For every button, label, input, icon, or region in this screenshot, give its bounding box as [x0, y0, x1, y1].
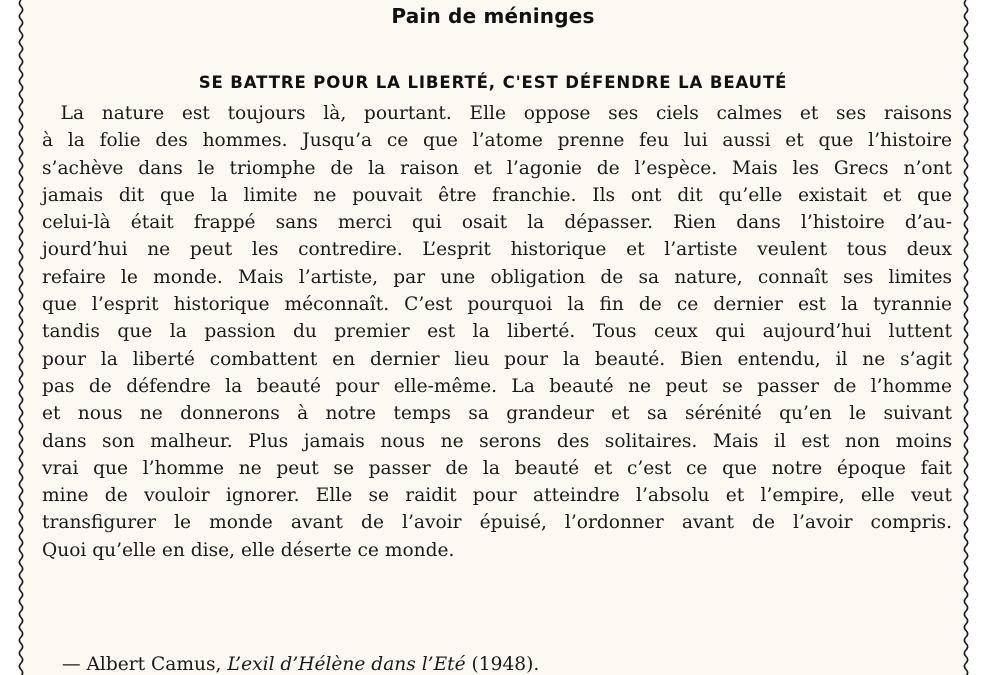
passage-line: Quoi qu’elle en dise, elle déserte ce monde.	[42, 539, 455, 561]
attribution	[62, 654, 539, 675]
passage-line: vrai que l’homme ne peut se passer de la beauté et c’est ce que notre époque fait	[42, 457, 952, 479]
attribution-year: (1948).	[465, 654, 540, 675]
wavy-border-right	[959, 0, 973, 675]
passage-line: La nature est toujours là, pourtant. Elle oppose ses ciels calmes et ses raisons	[42, 103, 952, 124]
passage-line: pas de défendre la beauté pour elle-même. La beauté ne peut se passer de l’homme	[42, 375, 952, 397]
wavy-border-left	[14, 0, 28, 675]
passage-line: celui-là était frappé sans merci qui osait la dépasser. Rien dans l’histoire d’au-	[42, 212, 952, 234]
quote-passage	[42, 100, 952, 564]
passage-line: à la folie des hommes. Jusqu’a ce que l’atome prenne feu lui aussi et que l’histoire	[42, 130, 952, 152]
passage-line: s’achève dans le triomphe de la raison et l’agonie de l’espèce. Mais les Grecs n’ont	[42, 157, 952, 179]
passage-line: que l’esprit historique méconnaît. C’est pourquoi la fin de ce dernier est la tyrannie	[42, 294, 952, 316]
passage-line: mine de vouloir ignorer. Elle se raidit pour atteindre l’absolu et l’empire, elle veut	[42, 485, 952, 507]
passage-line: jamais dit que la limite ne pouvait être franchie. Ils ont dit qu’elle existait et que	[42, 184, 952, 206]
passage-line: transfigurer le monde avant de l’avoir épuisé, l’ordonner avant de l’avoir compris.	[42, 512, 952, 534]
page-title: Pain de méninges	[391, 4, 595, 28]
passage-line: et nous ne donnerons à notre temps sa grandeur et sa sérénité qu’en le suivant	[42, 403, 952, 425]
section-heading: SE BATTRE POUR LA LIBERTÉ, C'EST DÉFENDRE LA BEAUTÉ	[198, 73, 788, 92]
passage-line: jourd’hui ne peut les contredire. L’esprit historique et l’artiste veulent tous deux	[42, 239, 952, 261]
passage-line: tandis que la passion du premier est la liberté. Tous ceux qui aujourd’hui luttent	[42, 321, 952, 343]
passage-line: pour la liberté combattent en dernier lieu pour la beauté. Bien entendu, il ne s’agit	[42, 348, 952, 370]
attribution-work-title: L’exil d’Hélène dans l’Eté	[227, 654, 466, 675]
passage-line: dans son malheur. Plus jamais nous ne serons des solitaires. Mais il est non moins	[42, 430, 952, 452]
passage-line: refaire le monde. Mais l’artiste, par une obligation de sa nature, connaît ses limites	[42, 266, 952, 288]
attribution-author: — Albert Camus,	[62, 654, 228, 675]
